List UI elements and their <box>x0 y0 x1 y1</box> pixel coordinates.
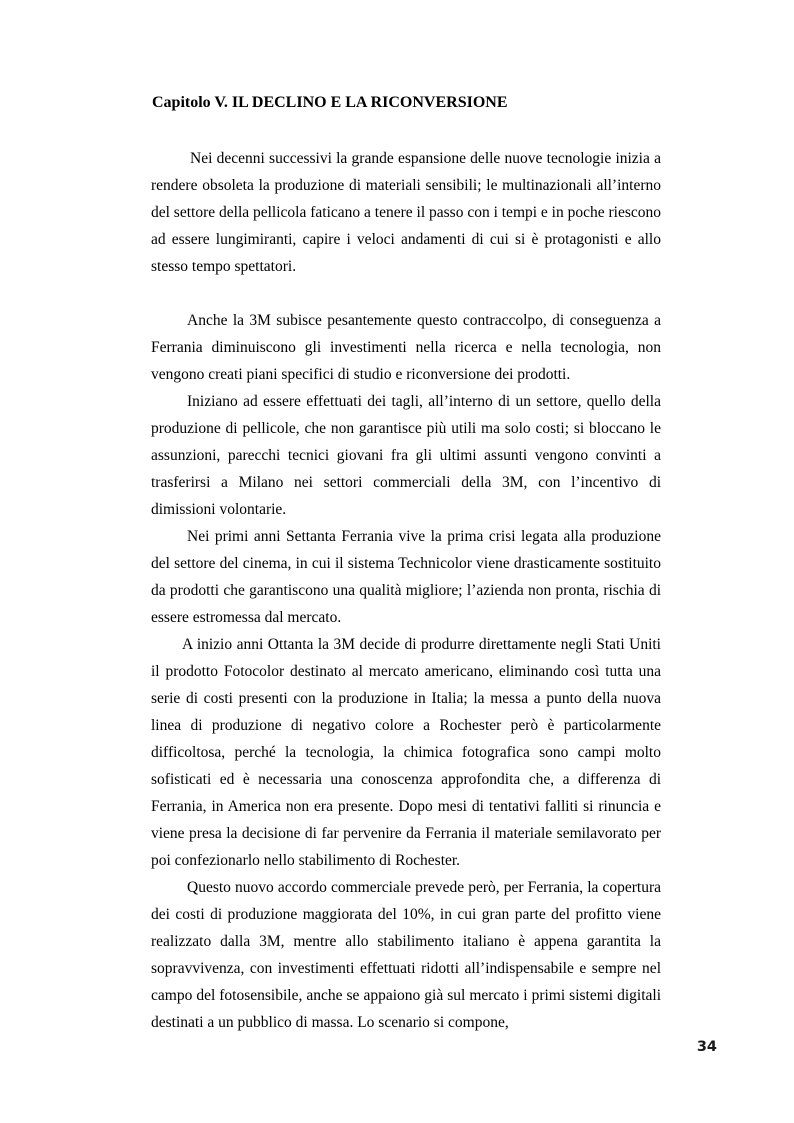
page-number: 34 <box>696 1039 717 1055</box>
paragraph-3: Iniziano ad essere effettuati dei tagli, all’interno di un settore, quello della produzione di pellicole, che non garantisce più utili ma solo costi; si bloccano le assunzioni, parecchi tecnici giovani fra gli ultimi assunti vengono convinti a trasferirsi a Milano nei settori commerciali della 3M, con l’incentivo di dimissioni volontarie. <box>151 393 661 518</box>
chapter-title: Capitolo V. IL DECLINO E LA RICONVERSIONE <box>152 94 508 111</box>
paragraph-4: Nei primi anni Settanta Ferrania vive la prima crisi legata alla produzione del settore del cinema, in cui il sistema Technicolor viene drasticamente sostituito da prodotti che garantiscono una qualità migliore; l’azienda non pronta, rischia di essere estromessa dal mercato. <box>151 528 661 626</box>
paragraph-1: Nei decenni successivi la grande espansione delle nuove tecnologie inizia a rendere obsoleta la produzione di materiali sensibili; le multinazionali all’interno del settore della pellicola faticano a tenere il passo con i tempi e in poche riescono ad essere lungimiranti, capire i veloci andamenti di cui si è protagonisti e allo stesso tempo spettatori. <box>151 150 662 275</box>
paragraph-2: Anche la 3M subisce pesantemente questo contraccolpo, di conseguenza a Ferrania diminuiscono gli investimenti nella ricerca e nella tecnologia, non vengono creati piani specifici di studio e riconversione dei prodotti. <box>151 312 661 383</box>
paragraph-6: Questo nuovo accordo commerciale prevede però, per Ferrania, la copertura dei costi di produzione maggiorata del 10%, in cui gran parte del profitto viene realizzato dalla 3M, mentre allo stabilimento italiano è appena garantita la sopravvivenza, con investimenti effettuati ridotti all’indispensabile e sempre nel campo del fotosensibile, anche se appaiono già sul mercato i primi sistemi digitali destinati a un pubblico di massa. Lo scenario si compone, <box>151 879 661 1031</box>
body-text <box>151 145 661 1036</box>
paragraph-5: A inizio anni Ottanta la 3M decide di produrre direttamente negli Stati Uniti il prodotto Fotocolor destinato al mercato americano, eliminando così tutta una serie di costi presenti con la produzione in Italia; la messa a punto della nuova linea di produzione di negativo colore a Rochester però è particolarmente difficoltosa, perché la tecnologia, la chimica fotografica sono campi molto sofisticati ed è necessaria una conoscenza approfondita che, a differenza di Ferrania, in America non era presente. Dopo mesi di tentativi falliti si rinuncia e viene presa la decisione di far pervenire da Ferrania il materiale semilavorato per poi confezionarlo nello stabilimento di Rochester. <box>151 636 661 869</box>
